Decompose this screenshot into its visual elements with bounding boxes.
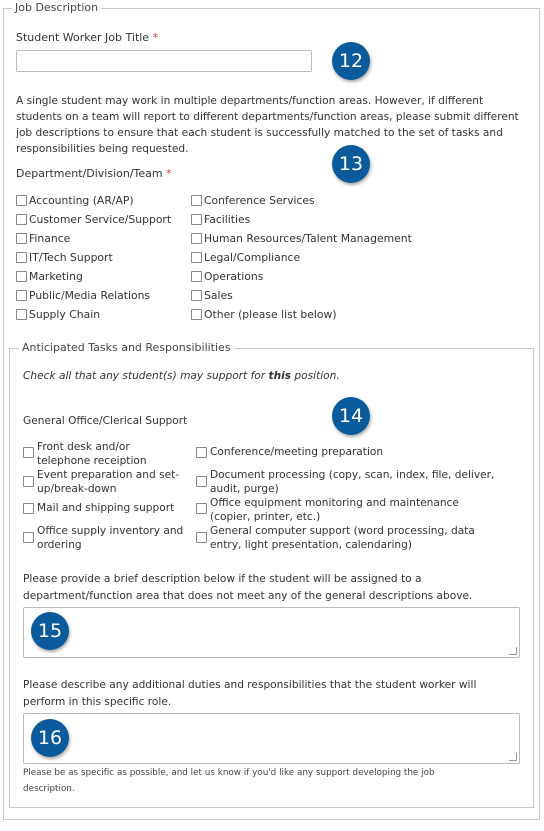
task-checkbox[interactable] xyxy=(196,447,207,458)
resize-grip-icon[interactable] xyxy=(509,753,517,761)
task-checkbox[interactable] xyxy=(23,503,34,514)
task-option-line: (copier, printer, etc.) xyxy=(210,511,321,523)
instruction-emphasis: this xyxy=(268,370,292,382)
department-checkbox[interactable] xyxy=(16,195,27,206)
department-checkbox[interactable] xyxy=(16,252,27,263)
task-option-label xyxy=(37,468,179,496)
task-checkbox[interactable] xyxy=(23,447,34,458)
task-option-label xyxy=(37,501,174,515)
task-option-line: entry, light presentation, calendaring) xyxy=(210,539,412,551)
task-option-line: Event preparation and set- xyxy=(37,469,180,481)
label-line: perform in this specific role. xyxy=(23,696,172,708)
task-option-line: up/break-down xyxy=(37,483,117,495)
department-option-label: Marketing xyxy=(29,270,83,283)
department-checkbox[interactable] xyxy=(16,309,27,320)
task-option-line: Front desk and/or xyxy=(37,441,130,453)
callout-badge-13: 13 xyxy=(332,145,370,183)
department-checkbox[interactable] xyxy=(191,252,202,263)
tasks-instruction xyxy=(23,369,340,383)
department-checkbox[interactable] xyxy=(191,290,202,301)
task-checkbox[interactable] xyxy=(23,476,34,487)
task-option-label xyxy=(210,524,475,552)
help-line: Please be as specific as possible, and let us know if you'd like any support developing the job xyxy=(23,768,435,778)
task-option-label xyxy=(210,468,494,496)
department-option-label: IT/Tech Support xyxy=(29,251,113,264)
task-checkbox[interactable] xyxy=(196,503,207,514)
job-description-legend: Job Description xyxy=(12,1,101,14)
department-option-label: Finance xyxy=(29,232,71,245)
department-label xyxy=(16,167,172,180)
department-option-label: Human Resources/Talent Management xyxy=(204,232,412,245)
department-checkbox[interactable] xyxy=(191,233,202,244)
task-option-label xyxy=(37,524,183,552)
job-title-input[interactable] xyxy=(16,50,312,72)
department-option-label: Public/Media Relations xyxy=(29,289,151,302)
department-checkbox[interactable] xyxy=(16,214,27,225)
task-checkbox[interactable] xyxy=(196,476,207,487)
callout-badge-16: 16 xyxy=(31,719,69,757)
task-option-line: Office equipment monitoring and maintenance xyxy=(210,497,459,509)
callout-badge-15: 15 xyxy=(31,612,69,650)
task-checkbox[interactable] xyxy=(196,532,207,543)
department-checkbox[interactable] xyxy=(16,290,27,301)
job-title-label xyxy=(16,31,158,44)
department-label-text: Department/Division/Team xyxy=(16,167,163,180)
department-option-label: Accounting (AR/AP) xyxy=(29,194,134,207)
additional-duties-label xyxy=(23,677,476,711)
additional-duties-textarea[interactable] xyxy=(23,713,520,764)
label-line: department/function area that does not meet any of the general descriptions above. xyxy=(23,590,473,602)
task-option-line: Mail and shipping support xyxy=(37,502,175,514)
brief-description-label xyxy=(23,571,472,605)
department-option-label: Facilities xyxy=(204,213,251,226)
task-option-line: audit, purge) xyxy=(210,483,279,495)
resize-grip-icon[interactable] xyxy=(509,647,517,655)
task-option-line: Document processing (copy, scan, index, file, deliver, xyxy=(210,469,495,481)
task-option-label xyxy=(37,440,147,468)
task-option-line: Office supply inventory and xyxy=(37,525,184,537)
department-checkbox[interactable] xyxy=(191,271,202,282)
department-checkbox[interactable] xyxy=(191,309,202,320)
department-checkbox[interactable] xyxy=(191,214,202,225)
label-line: Please provide a brief description below if the student will be assigned to a xyxy=(23,573,422,585)
task-group-label: General Office/Clerical Support xyxy=(23,415,188,427)
task-option-line: General computer support (word processing, data xyxy=(210,525,475,537)
department-checkbox[interactable] xyxy=(16,271,27,282)
department-checkbox[interactable] xyxy=(191,195,202,206)
tasks-legend: Anticipated Tasks and Responsibilities xyxy=(19,341,234,354)
task-option-label xyxy=(210,445,383,459)
label-line: Please describe any additional duties and responsibilities that the student worker will xyxy=(23,679,477,691)
department-checkbox[interactable] xyxy=(16,233,27,244)
department-option-label: Sales xyxy=(204,289,233,302)
instruction-text: Check all that any student(s) may support for xyxy=(23,370,269,382)
required-mark: * xyxy=(152,31,159,44)
department-option-label: Operations xyxy=(204,270,264,283)
task-option-line: Conference/meeting preparation xyxy=(210,446,384,458)
instruction-text-end: position. xyxy=(291,370,340,382)
task-option-label xyxy=(210,496,459,524)
task-option-line: telephone receiption xyxy=(37,455,147,467)
task-checkbox[interactable] xyxy=(23,532,34,543)
callout-badge-12: 12 xyxy=(332,42,370,80)
department-option-label: Other (please list below) xyxy=(204,308,337,321)
department-option-label: Supply Chain xyxy=(29,308,101,321)
help-line: description. xyxy=(23,784,75,794)
intro-paragraph: A single student may work in multiple departments/function areas. However, if different students on a team will report to different departments/function areas, please submit different job descriptions to ensure that each student is successfully matched to the set of tasks and responsibilities being requested. xyxy=(16,95,519,155)
department-option-label: Conference Services xyxy=(204,194,315,207)
help-text xyxy=(23,765,435,797)
required-mark: * xyxy=(166,167,172,180)
department-option-label: Customer Service/Support xyxy=(29,213,172,226)
callout-badge-14: 14 xyxy=(332,397,370,435)
department-option-label: Legal/Compliance xyxy=(204,251,301,264)
brief-description-textarea[interactable] xyxy=(23,607,520,658)
task-option-line: ordering xyxy=(37,539,82,551)
job-title-label-text: Student Worker Job Title xyxy=(16,31,150,44)
